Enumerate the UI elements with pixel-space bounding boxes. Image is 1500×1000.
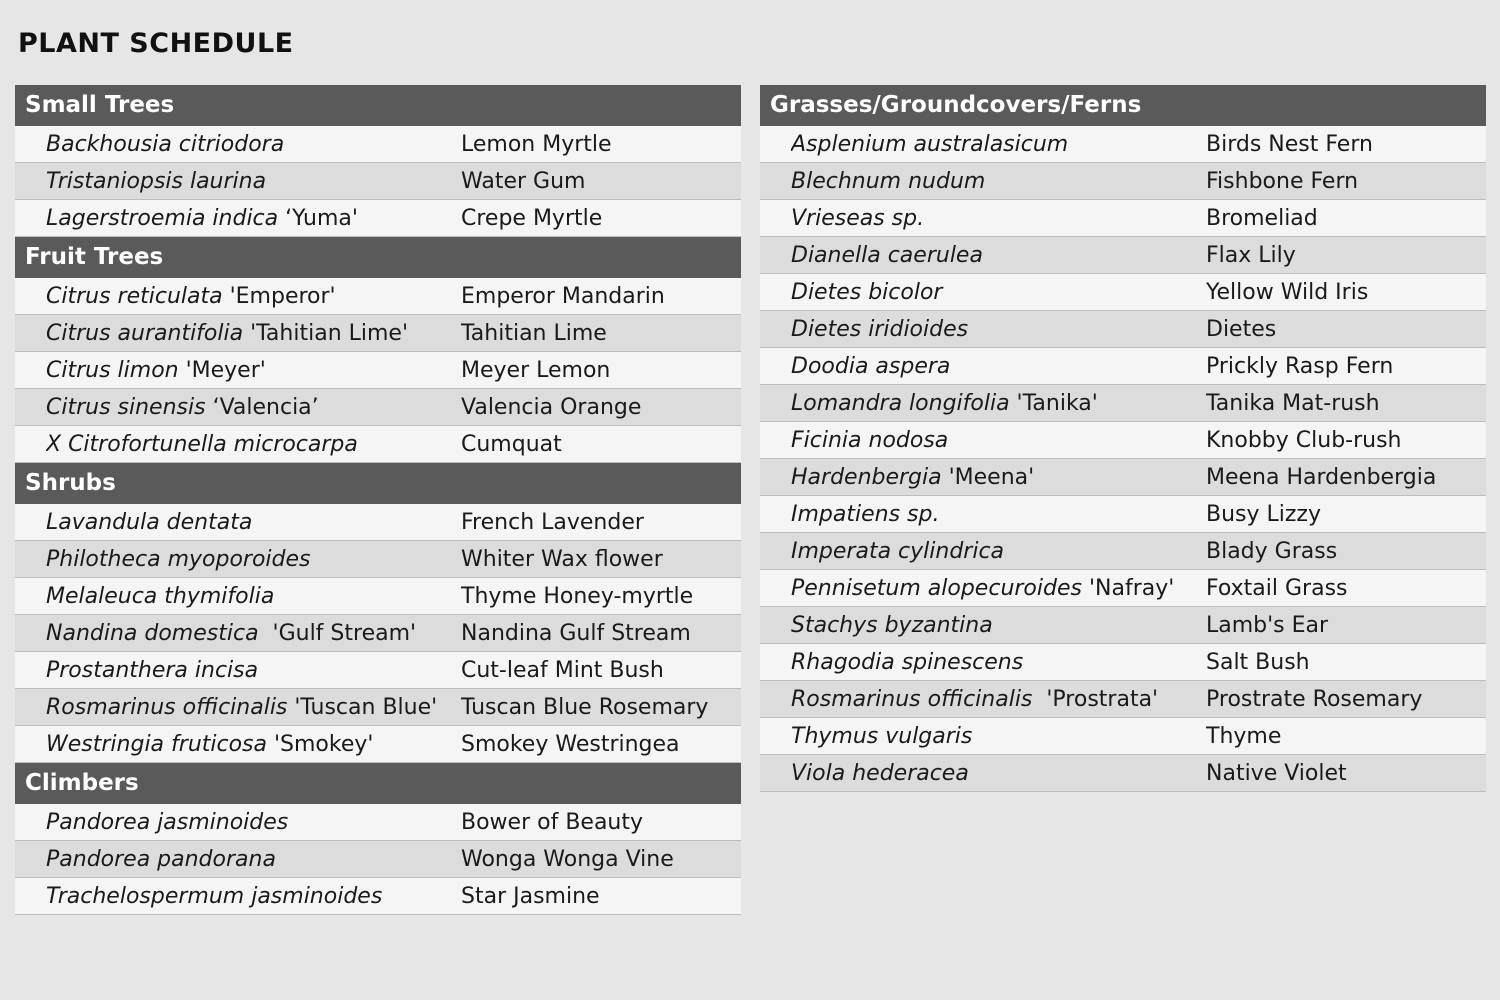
common-name: Meyer Lemon xyxy=(461,358,611,383)
botanical-name xyxy=(46,541,446,578)
plant-row xyxy=(760,163,1486,200)
plant-row xyxy=(15,578,741,615)
common-name: Native Violet xyxy=(1206,761,1347,786)
common-name: Flax Lily xyxy=(1206,243,1296,268)
species-name: Doodia aspera xyxy=(791,354,951,379)
species-name: Lomandra longifolia xyxy=(791,391,1010,416)
common-name: Valencia Orange xyxy=(461,395,642,420)
common-name: Prickly Rasp Fern xyxy=(1206,354,1394,379)
plant-row xyxy=(15,426,741,463)
plant-row xyxy=(15,200,741,237)
botanical-name xyxy=(791,459,1191,496)
plant-row xyxy=(760,681,1486,718)
botanical-name xyxy=(791,274,1191,311)
schedule-column-left xyxy=(15,85,741,915)
section-header: Fruit Trees xyxy=(15,237,741,278)
botanical-name xyxy=(791,607,1191,644)
cultivar-name: 'Prostrata' xyxy=(1032,687,1159,712)
plant-row xyxy=(760,755,1486,792)
section-header: Shrubs xyxy=(15,463,741,504)
section-header: Climbers xyxy=(15,763,741,804)
species-name: Tristaniopsis laurina xyxy=(46,169,267,194)
species-name: Impatiens sp. xyxy=(791,502,940,527)
botanical-name xyxy=(46,352,446,389)
botanical-name xyxy=(791,348,1191,385)
common-name: Wonga Wonga Vine xyxy=(461,847,674,872)
common-name: Water Gum xyxy=(461,169,586,194)
botanical-name xyxy=(791,570,1191,607)
section-header: Grasses/Groundcovers/Ferns xyxy=(760,85,1486,126)
species-name: Backhousia citriodora xyxy=(46,132,285,157)
plant-row xyxy=(15,352,741,389)
species-name: Westringia fruticosa xyxy=(46,732,267,757)
botanical-name xyxy=(791,718,1191,755)
common-name: Whiter Wax flower xyxy=(461,547,663,572)
botanical-name xyxy=(791,385,1191,422)
species-name: Stachys byzantina xyxy=(791,613,993,638)
common-name: Tuscan Blue Rosemary xyxy=(461,695,709,720)
botanical-name xyxy=(46,578,446,615)
cultivar-name: 'Smokey' xyxy=(267,732,374,757)
plant-row xyxy=(760,718,1486,755)
common-name: Fishbone Fern xyxy=(1206,169,1359,194)
botanical-name xyxy=(46,163,446,200)
common-name: Bromeliad xyxy=(1206,206,1318,231)
species-name: Nandina domestica xyxy=(46,621,259,646)
botanical-name xyxy=(46,841,446,878)
species-name: Citrus limon xyxy=(46,358,179,383)
plant-row xyxy=(15,841,741,878)
species-name: Hardenbergia xyxy=(791,465,942,490)
plant-row xyxy=(15,315,741,352)
botanical-name xyxy=(46,652,446,689)
cultivar-name: ‘Yuma' xyxy=(278,206,358,231)
common-name: Tanika Mat-rush xyxy=(1206,391,1380,416)
species-name: X Citrofortunella microcarpa xyxy=(46,432,358,457)
common-name: Foxtail Grass xyxy=(1206,576,1348,601)
common-name: Yellow Wild Iris xyxy=(1206,280,1369,305)
common-name: Dietes xyxy=(1206,317,1277,342)
plant-row xyxy=(15,541,741,578)
common-name: Emperor Mandarin xyxy=(461,284,665,309)
botanical-name xyxy=(791,163,1191,200)
botanical-name xyxy=(791,533,1191,570)
species-name: Viola hederacea xyxy=(791,761,969,786)
page-title: PLANT SCHEDULE xyxy=(18,28,294,59)
plant-row xyxy=(15,126,741,163)
plant-row xyxy=(760,385,1486,422)
plant-row xyxy=(15,504,741,541)
plant-row xyxy=(15,163,741,200)
plant-row xyxy=(15,389,741,426)
cultivar-name: 'Emperor' xyxy=(222,284,336,309)
plant-row xyxy=(760,496,1486,533)
botanical-name xyxy=(791,422,1191,459)
cultivar-name: 'Nafray' xyxy=(1081,576,1175,601)
common-name: Busy Lizzy xyxy=(1206,502,1321,527)
species-name: Lagerstroemia indica xyxy=(46,206,279,231)
common-name: Salt Bush xyxy=(1206,650,1310,675)
species-name: Pandorea pandorana xyxy=(46,847,276,872)
common-name: Crepe Myrtle xyxy=(461,206,603,231)
species-name: Lavandula dentata xyxy=(46,510,253,535)
botanical-name xyxy=(46,426,446,463)
common-name: Knobby Club-rush xyxy=(1206,428,1402,453)
plant-row xyxy=(760,459,1486,496)
botanical-name xyxy=(46,315,446,352)
plant-row xyxy=(15,726,741,763)
common-name: Thyme xyxy=(1206,724,1282,749)
species-name: Dietes iridioides xyxy=(791,317,969,342)
botanical-name xyxy=(46,615,446,652)
species-name: Pennisetum alopecuroides xyxy=(791,576,1082,601)
species-name: Rosmarinus officinalis xyxy=(791,687,1033,712)
common-name: French Lavender xyxy=(461,510,644,535)
plant-row xyxy=(760,126,1486,163)
common-name: Birds Nest Fern xyxy=(1206,132,1373,157)
common-name: Prostrate Rosemary xyxy=(1206,687,1423,712)
common-name: Bower of Beauty xyxy=(461,810,644,835)
botanical-name xyxy=(791,311,1191,348)
botanical-name xyxy=(46,126,446,163)
botanical-name xyxy=(791,755,1191,792)
common-name: Lemon Myrtle xyxy=(461,132,612,157)
botanical-name xyxy=(46,200,446,237)
common-name: Nandina Gulf Stream xyxy=(461,621,691,646)
species-name: Citrus reticulata xyxy=(46,284,223,309)
botanical-name xyxy=(791,496,1191,533)
cultivar-name: 'Meyer' xyxy=(178,358,266,383)
plant-row xyxy=(760,237,1486,274)
botanical-name xyxy=(791,126,1191,163)
species-name: Blechnum nudum xyxy=(791,169,986,194)
common-name: Meena Hardenbergia xyxy=(1206,465,1437,490)
plant-row xyxy=(15,615,741,652)
common-name: Cut-leaf Mint Bush xyxy=(461,658,664,683)
plant-row xyxy=(760,644,1486,681)
plant-row xyxy=(760,274,1486,311)
botanical-name xyxy=(791,681,1191,718)
botanical-name xyxy=(791,237,1191,274)
species-name: Thymus vulgaris xyxy=(791,724,973,749)
cultivar-name: 'Tanika' xyxy=(1009,391,1098,416)
cultivar-name: 'Tuscan Blue' xyxy=(287,695,438,720)
botanical-name xyxy=(46,878,446,915)
plant-row xyxy=(760,570,1486,607)
common-name: Blady Grass xyxy=(1206,539,1338,564)
species-name: Philotheca myoporoides xyxy=(46,547,311,572)
species-name: Dietes bicolor xyxy=(791,280,943,305)
cultivar-name: 'Gulf Stream' xyxy=(258,621,417,646)
species-name: Vrieseas sp. xyxy=(791,206,925,231)
botanical-name xyxy=(791,644,1191,681)
species-name: Citrus aurantifolia xyxy=(46,321,244,346)
botanical-name xyxy=(46,504,446,541)
plant-row xyxy=(760,607,1486,644)
species-name: Rhagodia spinescens xyxy=(791,650,1024,675)
species-name: Ficinia nodosa xyxy=(791,428,949,453)
species-name: Imperata cylindrica xyxy=(791,539,1005,564)
botanical-name xyxy=(46,804,446,841)
cultivar-name: 'Tahitian Lime' xyxy=(243,321,409,346)
species-name: Trachelospermum jasminoides xyxy=(46,884,383,909)
plant-row xyxy=(15,652,741,689)
plant-row xyxy=(760,533,1486,570)
plant-row xyxy=(15,689,741,726)
common-name: Thyme Honey-myrtle xyxy=(461,584,694,609)
species-name: Rosmarinus officinalis xyxy=(46,695,288,720)
botanical-name xyxy=(46,278,446,315)
cultivar-name: 'Meena' xyxy=(941,465,1035,490)
botanical-name xyxy=(46,726,446,763)
botanical-name xyxy=(46,389,446,426)
species-name: Citrus sinensis xyxy=(46,395,206,420)
plant-row xyxy=(760,200,1486,237)
species-name: Pandorea jasminoides xyxy=(46,810,289,835)
plant-row xyxy=(15,804,741,841)
common-name: Tahitian Lime xyxy=(461,321,607,346)
section-header: Small Trees xyxy=(15,85,741,126)
plant-row xyxy=(15,878,741,915)
plant-row xyxy=(760,422,1486,459)
botanical-name xyxy=(46,689,446,726)
species-name: Melaleuca thymifolia xyxy=(46,584,275,609)
schedule-column-right xyxy=(760,85,1486,792)
common-name: Smokey Westringea xyxy=(461,732,680,757)
plant-row xyxy=(15,278,741,315)
species-name: Dianella caerulea xyxy=(791,243,983,268)
species-name: Asplenium australasicum xyxy=(791,132,1069,157)
cultivar-name: ‘Valencia’ xyxy=(205,395,319,420)
common-name: Star Jasmine xyxy=(461,884,600,909)
botanical-name xyxy=(791,200,1191,237)
common-name: Lamb's Ear xyxy=(1206,613,1329,638)
species-name: Prostanthera incisa xyxy=(46,658,259,683)
common-name: Cumquat xyxy=(461,432,562,457)
plant-row xyxy=(760,311,1486,348)
plant-row xyxy=(760,348,1486,385)
